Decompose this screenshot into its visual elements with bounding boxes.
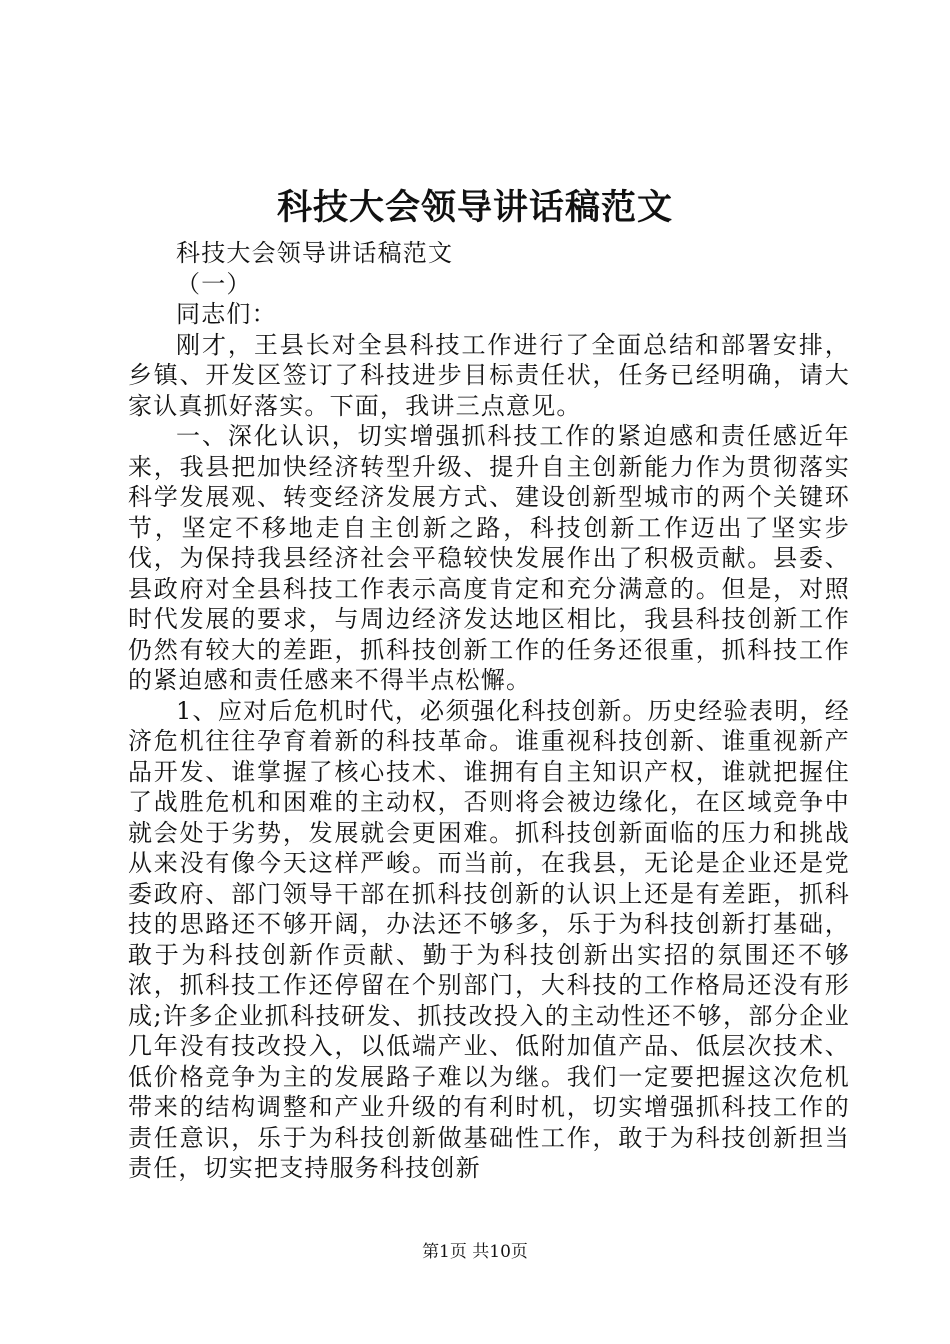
page-footer: 第1页 共10页 xyxy=(422,1242,528,1262)
body-paragraph: 刚才，王县长对全县科技工作进行了全面总结和部署安排，乡镇、开发区签订了科技进步目标责任状，任务已经明确，请大家认真抓好落实。下面，我讲三点意见。 xyxy=(128,330,850,420)
subtitle-paragraph: 科技大会领导讲话稿范文 xyxy=(176,239,454,267)
section-number-paragraph: （一） xyxy=(176,269,252,298)
salutation-paragraph: 同志们： xyxy=(176,300,277,328)
body-paragraph: 1、应对后危机时代，必须强化科技创新。历史经验表明，经济危机往往孕育着新的科技革命。谁重视科技创新、谁重视新产品开发、谁掌握了核心技术、谁拥有自主知识产权，谁就把握住了战胜危机和困难的主动权，否则将会被边缘化，在区域竞争中就会处于劣势，发展就会更困难。抓科技创新面临的压力和挑战从来没有像今天这样严峻。而当前，在我县，无论是企业还是党委政府、部门领导干部在抓科技创新的认识上还是有差距，抓科技的思路还不够开阔，办法还不够多，乐于为科技创新打基础，敢于为科技创新作贡献、勤于为科技创新出实招的氛围还不够浓，抓科技工作还停留在个别部门，大科技的工作格局还没有形成;许多企业抓科技研发、抓技改投入的主动性还不够，部分企业几年没有技改投入，以低端产业、低附加值产品、低层次技术、低价格竞争为主的发展路子难以为继。我们一定要把握这次危机带来的结构调整和产业升级的有利时机，切实增强抓科技工作的责任意识，乐于为科技创新做基础性工作，敢于为科技创新担当责任，切实把支持服务科技创新 xyxy=(128,696,850,1182)
document-title: 科技大会领导讲话稿范文 xyxy=(276,187,673,228)
document-body xyxy=(128,238,850,1184)
body-paragraph: 一、深化认识，切实增强抓科技工作的紧迫感和责任感近年来，我县把加快经济转型升级、提升自主创新能力作为贯彻落实科学发展观、转变经济发展方式、建设创新型城市的两个关键环节，坚定不移地走自主创新之路，科技创新工作迈出了坚实步伐，为保持我县经济社会平稳较快发展作出了积极贡献。县委、县政府对全县科技工作表示高度肯定和充分满意的。但是，对照时代发展的要求，与周边经济发达地区相比，我县科技创新工作仍然有较大的差距，抓科技创新工作的任务还很重，抓科技工作的紧迫感和责任感来不得半点松懈。 xyxy=(128,422,850,694)
